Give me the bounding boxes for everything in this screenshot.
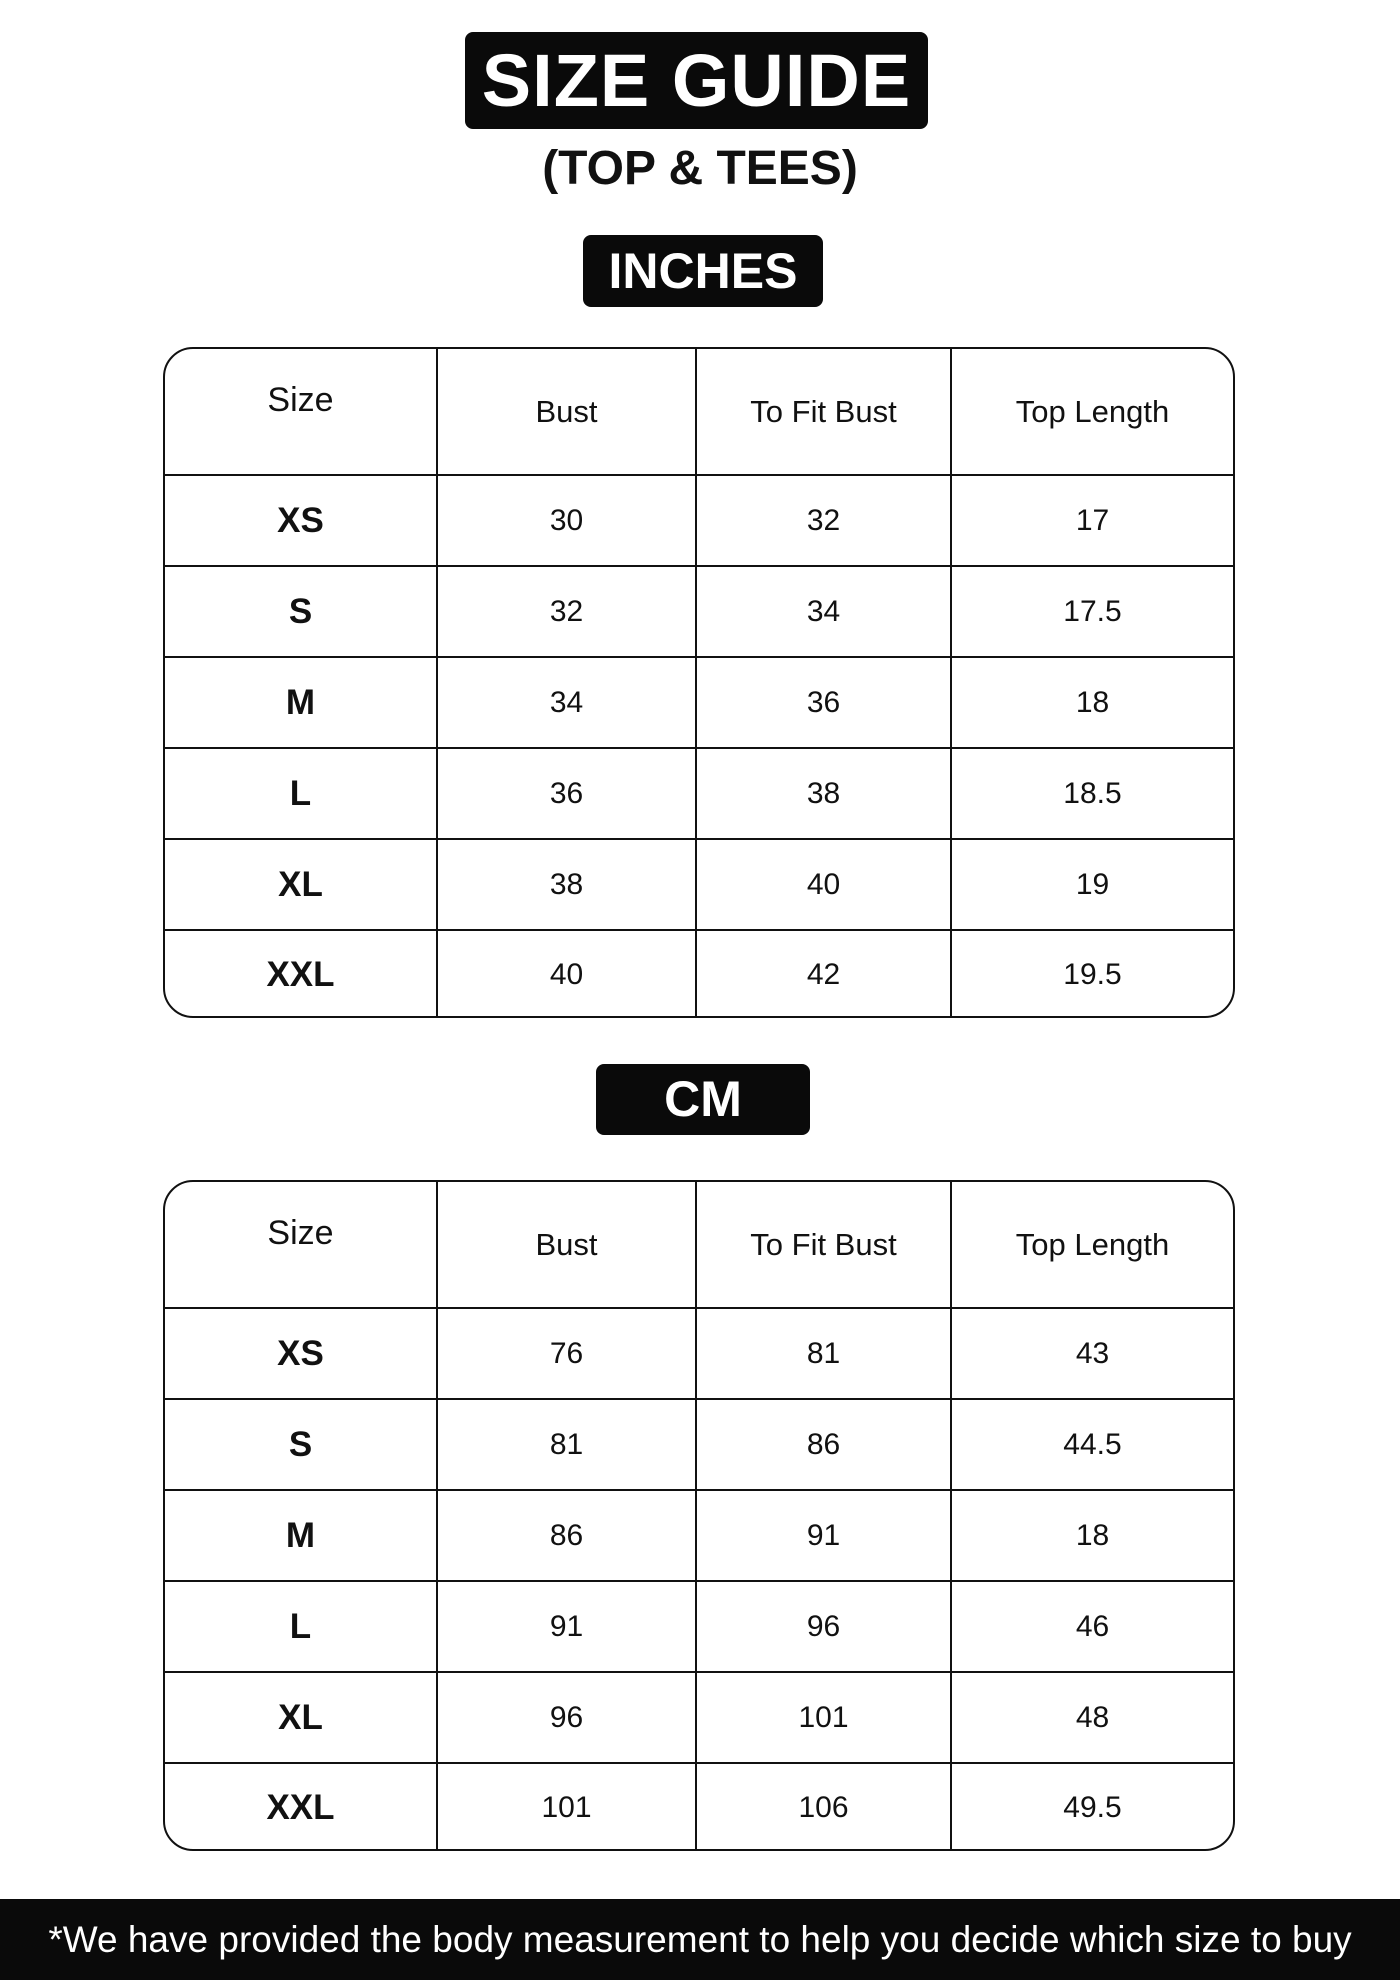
page-subtitle: (TOP & TEES)	[542, 142, 858, 195]
top-length-cell: 49.5	[1063, 1790, 1122, 1824]
top-length-cell: 46	[1075, 1609, 1110, 1643]
to-fit-bust-cell: 91	[697, 1491, 952, 1580]
table-row	[165, 476, 1233, 567]
table-row	[165, 840, 1233, 931]
column-header-size: Size	[165, 1182, 438, 1307]
bust-cell: 86	[438, 1491, 697, 1580]
size-cell: XS	[165, 476, 438, 565]
to-fit-bust-cell: 96	[697, 1582, 952, 1671]
size-table-inches	[163, 347, 1235, 1018]
to-fit-bust-cell: 42	[697, 931, 952, 1018]
column-header-bust: Bust	[438, 349, 697, 474]
top-length-cell: 19.5	[1063, 957, 1122, 991]
column-header-size: Size	[165, 349, 438, 474]
size-cell: XXL	[165, 931, 438, 1018]
size-cell: XS	[165, 1309, 438, 1398]
column-header-to-fit-bust: To Fit Bust	[697, 349, 952, 474]
bust-cell: 91	[438, 1582, 697, 1671]
size-cell: XL	[165, 840, 438, 929]
bust-cell: 34	[438, 658, 697, 747]
to-fit-bust-cell: 38	[697, 749, 952, 838]
table-row	[165, 1582, 1233, 1673]
bust-cell: 32	[438, 567, 697, 656]
table-row	[165, 1673, 1233, 1764]
bust-cell: 40	[438, 931, 697, 1018]
size-cell: M	[165, 658, 438, 747]
top-length-cell: 18	[1075, 1518, 1110, 1552]
footer-note: *We have provided the body measurement to help you decide which size to buy	[0, 1899, 1400, 1980]
table-row	[165, 749, 1233, 840]
column-header-bust: Bust	[438, 1182, 697, 1307]
size-cell: S	[165, 1400, 438, 1489]
table-row	[165, 567, 1233, 658]
table-row	[165, 931, 1233, 1018]
bust-cell: 38	[438, 840, 697, 929]
table-row	[165, 1400, 1233, 1491]
top-length-cell: 18.5	[1063, 776, 1122, 810]
to-fit-bust-cell: 101	[697, 1673, 952, 1762]
to-fit-bust-cell: 34	[697, 567, 952, 656]
size-cell: L	[165, 749, 438, 838]
size-cell: XXL	[165, 1764, 438, 1851]
size-cell: XL	[165, 1673, 438, 1762]
to-fit-bust-cell: 86	[697, 1400, 952, 1489]
top-length-cell: 43	[1075, 1336, 1110, 1370]
table-row	[165, 1491, 1233, 1582]
to-fit-bust-cell: 32	[697, 476, 952, 565]
to-fit-bust-cell: 106	[697, 1764, 952, 1851]
bust-cell: 96	[438, 1673, 697, 1762]
table-row	[165, 1309, 1233, 1400]
top-length-cell: 44.5	[1063, 1427, 1122, 1461]
top-length-cell: 17.5	[1063, 594, 1122, 628]
top-length-cell: 48	[1075, 1700, 1110, 1734]
table-header-row	[165, 1182, 1233, 1309]
bust-cell: 36	[438, 749, 697, 838]
size-table-cm	[163, 1180, 1235, 1851]
size-cell: L	[165, 1582, 438, 1671]
to-fit-bust-cell: 36	[697, 658, 952, 747]
top-length-cell: 17	[1075, 503, 1110, 537]
table-row	[165, 1764, 1233, 1851]
to-fit-bust-cell: 81	[697, 1309, 952, 1398]
table-header-row	[165, 349, 1233, 476]
unit-label-inches: INCHES	[583, 235, 823, 307]
to-fit-bust-cell: 40	[697, 840, 952, 929]
unit-label-cm: CM	[596, 1064, 810, 1135]
bust-cell: 30	[438, 476, 697, 565]
top-length-cell: 19	[1075, 867, 1110, 901]
column-header-top-length: Top Length	[1015, 1226, 1170, 1262]
bust-cell: 76	[438, 1309, 697, 1398]
size-cell: M	[165, 1491, 438, 1580]
column-header-top-length: Top Length	[1015, 393, 1170, 429]
bust-cell: 81	[438, 1400, 697, 1489]
size-cell: S	[165, 567, 438, 656]
page-title: SIZE GUIDE	[465, 32, 928, 129]
table-row	[165, 658, 1233, 749]
top-length-cell: 18	[1075, 685, 1110, 719]
bust-cell: 101	[438, 1764, 697, 1851]
column-header-to-fit-bust: To Fit Bust	[697, 1182, 952, 1307]
